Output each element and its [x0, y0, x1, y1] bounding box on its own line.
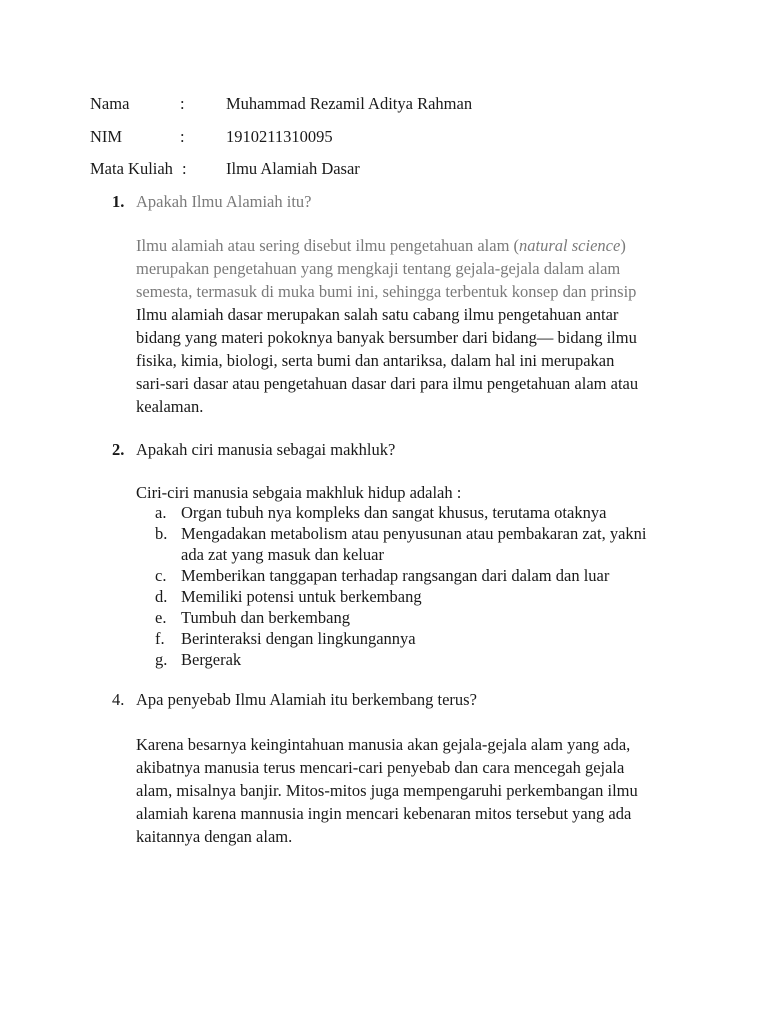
answer-line: Karena besarnya keingintahuan manusia akan gejala-gejala alam yang ada, [136, 735, 631, 754]
answer-line: sari-sari dasar atau pengetahuan dasar dari para ilmu pengetahuan alam atau [136, 374, 639, 393]
list-item: f. Berinteraksi dengan lingkungannya [155, 629, 416, 648]
course-value: Ilmu Alamiah Dasar [226, 159, 360, 178]
question-4-answer [136, 733, 696, 848]
nim-value: 1910211310095 [226, 127, 333, 146]
answer-line: Ilmu alamiah dasar merupakan salah satu cabang ilmu pengetahuan antar [136, 305, 619, 324]
question-1-text: Apakah Ilmu Alamiah itu? [136, 192, 312, 211]
question-1-definition [136, 234, 696, 303]
list-item-continuation: ada zat yang masuk dan keluar [181, 545, 384, 564]
answer-line: bidang yang materi pokoknya banyak bersumber dari bidang— bidang ilmu [136, 328, 637, 347]
list-item: e. Tumbuh dan berkembang [155, 608, 350, 627]
course-separator: : [182, 159, 187, 178]
name-value: Muhammad Rezamil Aditya Rahman [226, 94, 473, 113]
course-label: Mata Kuliah [90, 159, 173, 178]
list-item: g. Bergerak [155, 650, 242, 669]
nim-label: NIM [90, 127, 123, 146]
answer-line: akibatnya manusia terus mencari-cari penyebab dan cara mencegah gejala [136, 758, 625, 777]
characteristics-list [155, 502, 715, 670]
name-label: Nama [90, 94, 130, 113]
answer-line: kealaman. [136, 397, 204, 416]
answer-line: alamiah karena mannusia ingin mencari kebenaran mitos tersebut yang ada [136, 804, 632, 823]
question-4-number: 4. [112, 690, 125, 709]
question-1-number: 1. [112, 192, 125, 211]
answer-line: alam, misalnya banjir. Mitos-mitos juga mempengaruhi perkembangan ilmu [136, 781, 638, 800]
answer-line: fisika, kimia, biologi, serta bumi dan antariksa, dalam hal ini merupakan [136, 351, 615, 370]
answer-line: kaitannya dengan alam. [136, 827, 293, 846]
definition-line: Ilmu alamiah atau sering disebut ilmu pengetahuan alam (natural science) [136, 236, 626, 255]
name-separator: : [180, 94, 185, 113]
list-item: d. Memiliki potensi untuk berkembang [155, 587, 422, 606]
natural-science-term: natural science [519, 236, 621, 255]
definition-line: semesta, termasuk di muka bumi ini, sehingga terbentuk konsep dan prinsip [136, 282, 637, 301]
question-1-answer [136, 303, 696, 418]
nim-separator: : [180, 127, 185, 146]
question-2-text: Apakah ciri manusia sebagai makhluk? [136, 440, 396, 459]
question-2-number: 2. [112, 440, 125, 459]
definition-line: merupakan pengetahuan yang mengkaji tentang gejala-gejala dalam alam [136, 259, 621, 278]
list-item: a. Organ tubuh nya kompleks dan sangat khusus, terutama otaknya [155, 503, 607, 522]
list-item: b. Mengadakan metabolism atau penyusunan atau pembakaran zat, yakni [155, 524, 647, 543]
question-4-text: Apa penyebab Ilmu Alamiah itu berkembang terus? [136, 690, 477, 709]
list-item: c. Memberikan tanggapan terhadap rangsangan dari dalam dan luar [155, 566, 610, 585]
question-2-intro: Ciri-ciri manusia sebgaia makhluk hidup adalah : [136, 483, 462, 502]
